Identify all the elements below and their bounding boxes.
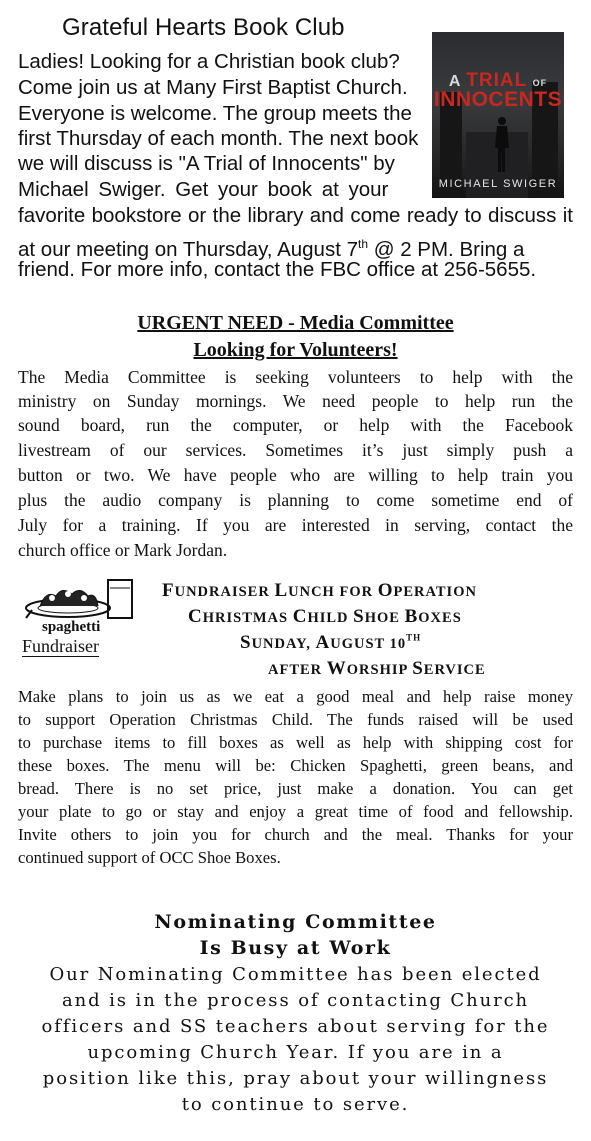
book-cover-title-bottom: INNOCENTS (433, 88, 563, 111)
nominating-line: officers and SS teachers about serving for the (41, 1016, 550, 1037)
nominating-line: Our Nominating Committee has been elected (49, 964, 542, 985)
nominating-line: to continue to serve. (181, 1094, 410, 1115)
media-line: ministry on Sunday mornings. We need people to help run the (18, 391, 573, 411)
spaghetti-plate-icon (22, 578, 138, 622)
date-superscript: th (357, 237, 368, 251)
nominating-line: position like this, pray about your willingness (42, 1068, 549, 1089)
book-cover-author: MICHAEL SWIGER (438, 178, 558, 190)
fundraiser-line: to purchase items to fill boxes as well as help with shipping cost for (18, 733, 573, 752)
book-club-line: we will discuss is "A Trial of Innocents" by (18, 152, 395, 175)
book-club-line: Michael Swiger. Get your book at your (18, 178, 389, 201)
spaghetti-label: spaghetti (42, 619, 101, 635)
media-line: livestream of our services. Sometimes it’s just simply push a (18, 440, 573, 460)
media-line: plus the audio company is planning to come sometime end of (18, 490, 573, 510)
media-line: July for a training. If you are interested in serving, contact the (18, 515, 573, 535)
nominating-line: upcoming Church Year. If you are in a (87, 1042, 504, 1063)
media-line: sound board, run the computer, or help with the Facebook (18, 415, 573, 435)
fundraiser-line: Invite others to join you for church and the meal. Thanks for your (18, 825, 573, 844)
book-club-title: Grateful Hearts Book Club (62, 14, 345, 41)
fundraiser-heading-2: CHRISTMAS CHILD SHOE BOXES (188, 606, 462, 627)
book-cover-image (432, 32, 564, 198)
meeting-time-text: @ 2 PM. Bring a (368, 237, 525, 261)
fundraiser-line: Make plans to join us as we eat a good meal and help raise money (18, 687, 573, 706)
book-club-line: friend. For more info, contact the FBC office at 256-5655. (18, 258, 537, 281)
fundraiser-heading-1: FUNDRAISER LUNCH FOR OPERATION (162, 580, 477, 601)
fundraiser-line: your plate to go or stay and enjoy a great time of food and fellowship. (18, 802, 573, 821)
fundraiser-line: these boxes. The menu will be: Chicken Spaghetti, green beans, and (18, 756, 573, 775)
book-club-line: first Thursday of each month. The next book (18, 127, 419, 150)
walking-man-figure (494, 116, 510, 174)
media-line: The Media Committee is seeking volunteers to help with the (18, 367, 573, 387)
fundraiser-label: Fundraiser (22, 636, 99, 656)
book-club-line: Come join us at Many First Baptist Church. (18, 76, 408, 99)
book-cover-title-top: A TRIAL OF (448, 70, 548, 91)
fundraiser-time: AFTER WORSHIP SERVICE (268, 658, 486, 679)
meeting-date-text: at our meeting on Thursday, August 7 (18, 237, 358, 261)
media-subheading: Looking for Volunteers! (193, 339, 398, 361)
nominating-subheading: Is Busy at Work (199, 937, 392, 959)
book-club-line: Everyone is welcome. The group meets the (18, 102, 412, 125)
nominating-line: and is in the process of contacting Church (61, 990, 530, 1011)
fundraiser-line: bread. There is no set price, just make a donation. You can get (18, 779, 573, 798)
book-club-line: Ladies! Looking for a Christian book club? (18, 50, 400, 73)
media-line: church office or Mark Jordan. (18, 540, 228, 560)
book-club-line: favorite bookstore or the library and come ready to discuss it (18, 204, 573, 227)
media-heading: URGENT NEED - Media Committee (137, 312, 454, 334)
spaghetti-fundraiser-icon (22, 578, 138, 658)
media-line: button or two. We have people who are willing to help train you (18, 465, 573, 485)
fundraiser-line: to support Operation Christmas Child. The funds raised will be used (18, 710, 573, 729)
nominating-heading: Nominating Committee (154, 911, 437, 933)
fundraiser-line: continued support of OCC Shoe Boxes. (18, 848, 281, 867)
fundraiser-date: SUNDAY, AUGUST 10TH (240, 632, 422, 653)
